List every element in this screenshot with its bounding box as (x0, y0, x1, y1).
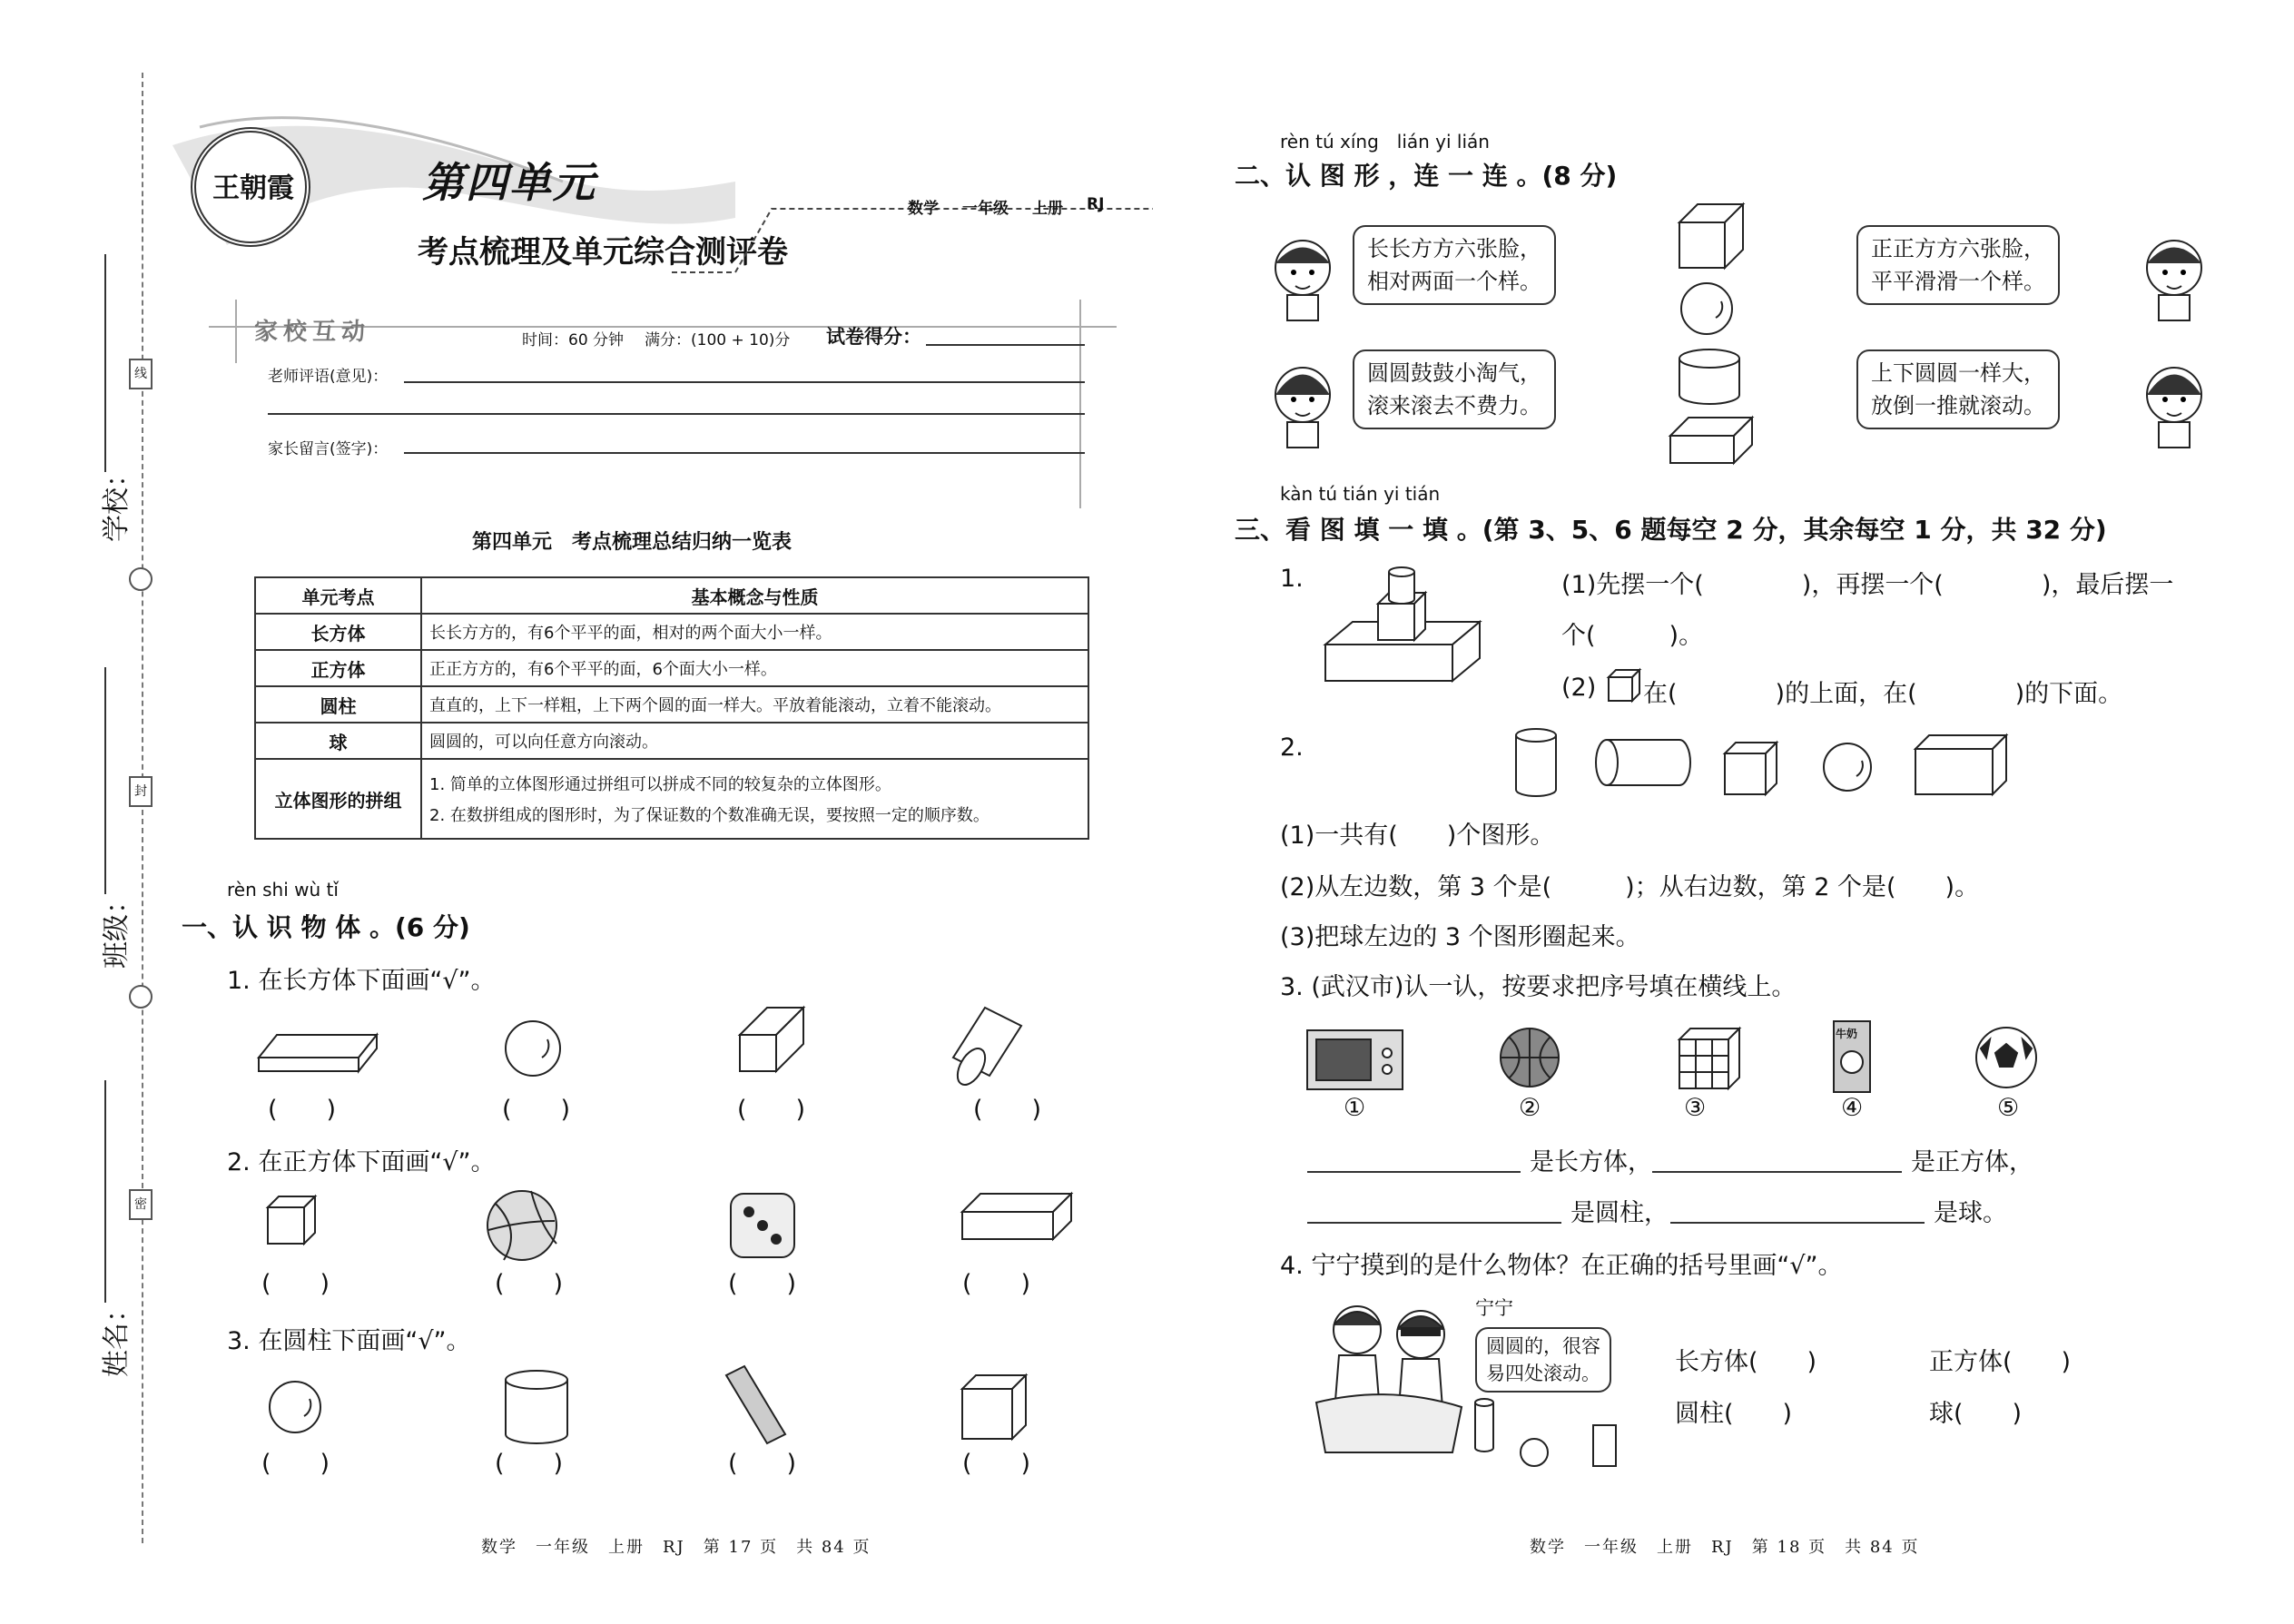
option-cube[interactable]: 正方体( ) (1929, 1348, 2072, 1376)
microwave-icon (1307, 1030, 1403, 1089)
sec1-title: 一、认 识 物 体 。(6 分) (182, 912, 470, 942)
sec3-title: 三、看 图 填 一 填 。(第 3、5、6 题每空 2 分，其余每空 1 分，共 32 分) (1235, 515, 2107, 545)
girl-avatar-right (2142, 359, 2206, 449)
unit-title: 第四单元 (422, 158, 596, 207)
left-page (172, 0, 1153, 1624)
boy-avatar-right (2142, 231, 2206, 322)
time-info: 时间：60 分钟 (522, 331, 625, 349)
answer-paren[interactable]: ( ) (261, 1450, 330, 1478)
mark-seal: 封 (129, 776, 153, 807)
sec2-title: 二、认 图 形 ，连 一 连 。(8 分) (1235, 161, 1618, 191)
answer-paren[interactable]: ( ) (261, 1270, 330, 1298)
option-cuboid[interactable]: 长方体( ) (1675, 1348, 1817, 1376)
mark-line: 线 (129, 359, 153, 389)
basketball-icon (1501, 1029, 1559, 1087)
rubiks-cube-icon (1679, 1029, 1739, 1088)
sec1-q3-shapes (268, 1366, 1067, 1448)
cylinder-lying-shape (1596, 740, 1690, 785)
ball-shape (1824, 743, 1871, 791)
sec1-q1: 1. 在长方体下面画“√”。 (227, 967, 496, 995)
sec3-q2-c: (3)把球左边的 3 个图形圈起来。 (1280, 923, 1640, 951)
cylinder-shape (1679, 349, 1739, 404)
home-school-label: 家校互动 (254, 319, 371, 346)
sec3-q2-num: 2. (1280, 733, 1304, 762)
sec3-pinyin: kàn tú tián yi tián (1280, 483, 1441, 505)
school-line (104, 254, 106, 472)
binding-hole (129, 985, 153, 1009)
right-page (1216, 0, 2288, 1624)
sec2-pinyin: rèn tú xíng lián yi lián (1280, 131, 1490, 153)
table-row: 球 圆圆的，可以向任意方向滚动。 (255, 723, 1088, 759)
sec1-q2-shapes (268, 1189, 1067, 1262)
sphere-answer-field[interactable] (1670, 1196, 1925, 1224)
cuboid-shape (1670, 418, 1752, 463)
answer-paren[interactable]: ( ) (495, 1450, 564, 1478)
flat-box-shape (259, 1035, 377, 1071)
summary-title: 第四单元 考点梳理总结归纳一览表 (472, 531, 793, 554)
answer-paren[interactable]: ( ) (962, 1270, 1031, 1298)
cylinder-shape (506, 1371, 567, 1443)
binding-strip (0, 0, 163, 1624)
score-field[interactable] (926, 322, 1085, 346)
long-box-shape (962, 1194, 1071, 1239)
score-label: 试卷得分： (826, 326, 921, 348)
answer-paren[interactable]: ( ) (495, 1270, 564, 1298)
sec3-q3-objects (1307, 1017, 2215, 1098)
cube-shape-2 (962, 1375, 1026, 1439)
teacher-comment-label: 老师评语(意见)： (268, 368, 389, 386)
option-sphere[interactable]: 球( ) (1929, 1400, 2023, 1428)
table-col-concept: 基本概念与性质 (421, 577, 1088, 614)
cylinder-lying-shape (952, 1008, 1021, 1089)
cuboid-shape (1915, 735, 2006, 794)
table-header-row (255, 577, 1088, 614)
table-row: 长方体 长长方方的，有6个平平的面，相对的两个面大小一样。 (255, 614, 1088, 650)
ningning-name: 宁宁 (1475, 1297, 1513, 1319)
parent-note-field[interactable] (404, 434, 1085, 454)
cylinder-answer-field[interactable] (1307, 1196, 1561, 1224)
dice-shape (731, 1194, 794, 1257)
answer-paren[interactable]: ( ) (502, 1096, 571, 1124)
small-cube-icon (1607, 670, 1643, 703)
table-col-topic: 单元考点 (255, 577, 421, 614)
answer-paren[interactable]: ( ) (268, 1096, 337, 1124)
riddle-bubble-2: 圆圆鼓鼓小淘气， 滚来滚去不费力。 (1353, 349, 1556, 429)
teacher-comment-field[interactable] (404, 363, 1085, 383)
sec1-q3: 3. 在圆柱下面画“√”。 (227, 1327, 471, 1355)
sec1-q1-shapes (259, 1008, 1039, 1089)
table-row: 正方体 正正方方的，有6个平平的面，6个面大小一样。 (255, 650, 1088, 686)
small-cube-shape (268, 1196, 315, 1244)
name-label: 姓名： (101, 1295, 133, 1377)
sec3-q1-num: 1. (1280, 565, 1304, 593)
footer-right: 数学 一年级 上册 RJ 第 18 页 共 84 页 (1530, 1538, 1920, 1557)
tag-edition: RJ (1087, 195, 1105, 213)
full-score-info: 满分：(100 + 10)分 (645, 331, 791, 349)
kids-objects-illustration (1516, 1416, 1625, 1471)
cube-shape (1725, 743, 1777, 794)
label-2: ② (1519, 1094, 1541, 1122)
sec3-q1-c1: (2) (1561, 674, 1597, 702)
name-line (104, 1080, 106, 1303)
tag-row (908, 195, 1104, 218)
sec3-q1-b: 个( )。 (1561, 622, 1704, 650)
answer-paren[interactable]: ( ) (962, 1450, 1031, 1478)
tag-subject: 数学 (908, 200, 939, 218)
teacher-comment-field-2[interactable] (268, 395, 1085, 415)
label-4: ④ (1841, 1094, 1864, 1122)
sec1-pinyin: rèn shi wù tǐ (227, 879, 339, 901)
binding-hole (129, 567, 153, 591)
label-3: ③ (1684, 1094, 1707, 1122)
milk-label: 牛奶 (1836, 1028, 1858, 1040)
ningning-bubble: 圆圆的，很容 易四处滚动。 (1475, 1327, 1611, 1393)
parent-note-label: 家长留言(签字)： (268, 440, 389, 458)
summary-table (254, 576, 1089, 840)
soccer-ball-icon (1976, 1028, 2036, 1088)
fill-cylinder-label: 是圆柱， (1570, 1199, 1669, 1227)
fill-cuboid-label: 是长方体， (1530, 1148, 1652, 1176)
riddle-bubble-4: 上下圆圆一样大， 放倒一推就滚动。 (1856, 349, 2060, 429)
sec1-q2: 2. 在正方体下面画“√”。 (227, 1148, 496, 1176)
answer-paren[interactable]: ( ) (737, 1096, 806, 1124)
logo-seal: 王朝霞 (191, 127, 310, 247)
girl-avatar (1271, 359, 1334, 449)
sec3-q1-a: (1)先摆一个( )，再摆一个( )，最后摆一 (1561, 571, 2174, 599)
sec3-q3: 3. (武汉市)认一认，按要求把序号填在横线上。 (1280, 973, 1797, 1001)
riddle-bubble-3: 正正方方六张脸， 平平滑滑一个样。 (1856, 225, 2060, 305)
cube-shape (740, 1008, 803, 1071)
label-1: ① (1344, 1094, 1366, 1122)
cut-line (142, 73, 143, 1543)
kids-touching-illustration (1316, 1294, 1498, 1466)
boy-avatar (1271, 231, 1334, 322)
sec3-q2-b: (2)从左边数，第 3 个是( )；从右边数，第 2 个是( )。 (1280, 873, 1980, 901)
sec2-shapes-column (1670, 204, 1770, 477)
sec3-q2-a: (1)一共有( )个图形。 (1280, 822, 1555, 850)
paper-subtitle: 考点梳理及单元综合测评卷 (418, 234, 788, 271)
sec3-q2-shapes (1507, 722, 2142, 803)
table-row: 立体图形的拼组 1. 简单的立体图形通过拼组可以拼成不同的较复杂的立体图形。 2. 在数拼组成的图形时，为了保证数的个数准确无误，要按照一定的顺序数。 (255, 759, 1088, 839)
glue-stick-shape (726, 1366, 785, 1443)
fill-cube-label: 是正方体， (1911, 1148, 2033, 1176)
cuboid-answer-field[interactable] (1307, 1146, 1521, 1173)
class-line (104, 667, 106, 894)
riddle-bubble-1: 长长方方六张脸， 相对两面一个样。 (1353, 225, 1556, 305)
label-5: ⑤ (1997, 1094, 2020, 1122)
answer-paren[interactable]: ( ) (973, 1096, 1042, 1124)
class-label: 班级： (101, 887, 133, 969)
sphere-shape (1681, 283, 1732, 334)
beach-ball-shape (487, 1191, 556, 1260)
tag-term: 上册 (1032, 200, 1063, 218)
mark-secret: 密 (129, 1189, 153, 1220)
cube-answer-field[interactable] (1652, 1146, 1902, 1173)
ball-shape (270, 1382, 320, 1432)
school-label: 学校： (101, 460, 133, 542)
footer-left: 数学 一年级 上册 RJ 第 17 页 共 84 页 (481, 1538, 871, 1557)
cylinder-upright-shape (1516, 729, 1556, 796)
sphere-shape (506, 1021, 560, 1076)
stacked-shapes (1325, 563, 1489, 685)
cube-shape (1679, 204, 1743, 268)
answer-paren[interactable]: ( ) (728, 1270, 797, 1298)
sec3-q4: 4. 宁宁摸到的是什么物体？在正确的括号里画“√”。 (1280, 1252, 1843, 1280)
option-cylinder[interactable]: 圆柱( ) (1675, 1400, 1793, 1428)
sec3-q1-c2: 在( )的上面，在( )的下面。 (1643, 680, 2123, 708)
answer-paren[interactable]: ( ) (728, 1450, 797, 1478)
table-row: 圆柱 直直的，上下一样粗，上下两个圆的面一样大。平放着能滚动，立着不能滚动。 (255, 686, 1088, 723)
tag-grade: 一年级 (962, 200, 1009, 218)
fill-sphere-label: 是球。 (1934, 1199, 2007, 1227)
